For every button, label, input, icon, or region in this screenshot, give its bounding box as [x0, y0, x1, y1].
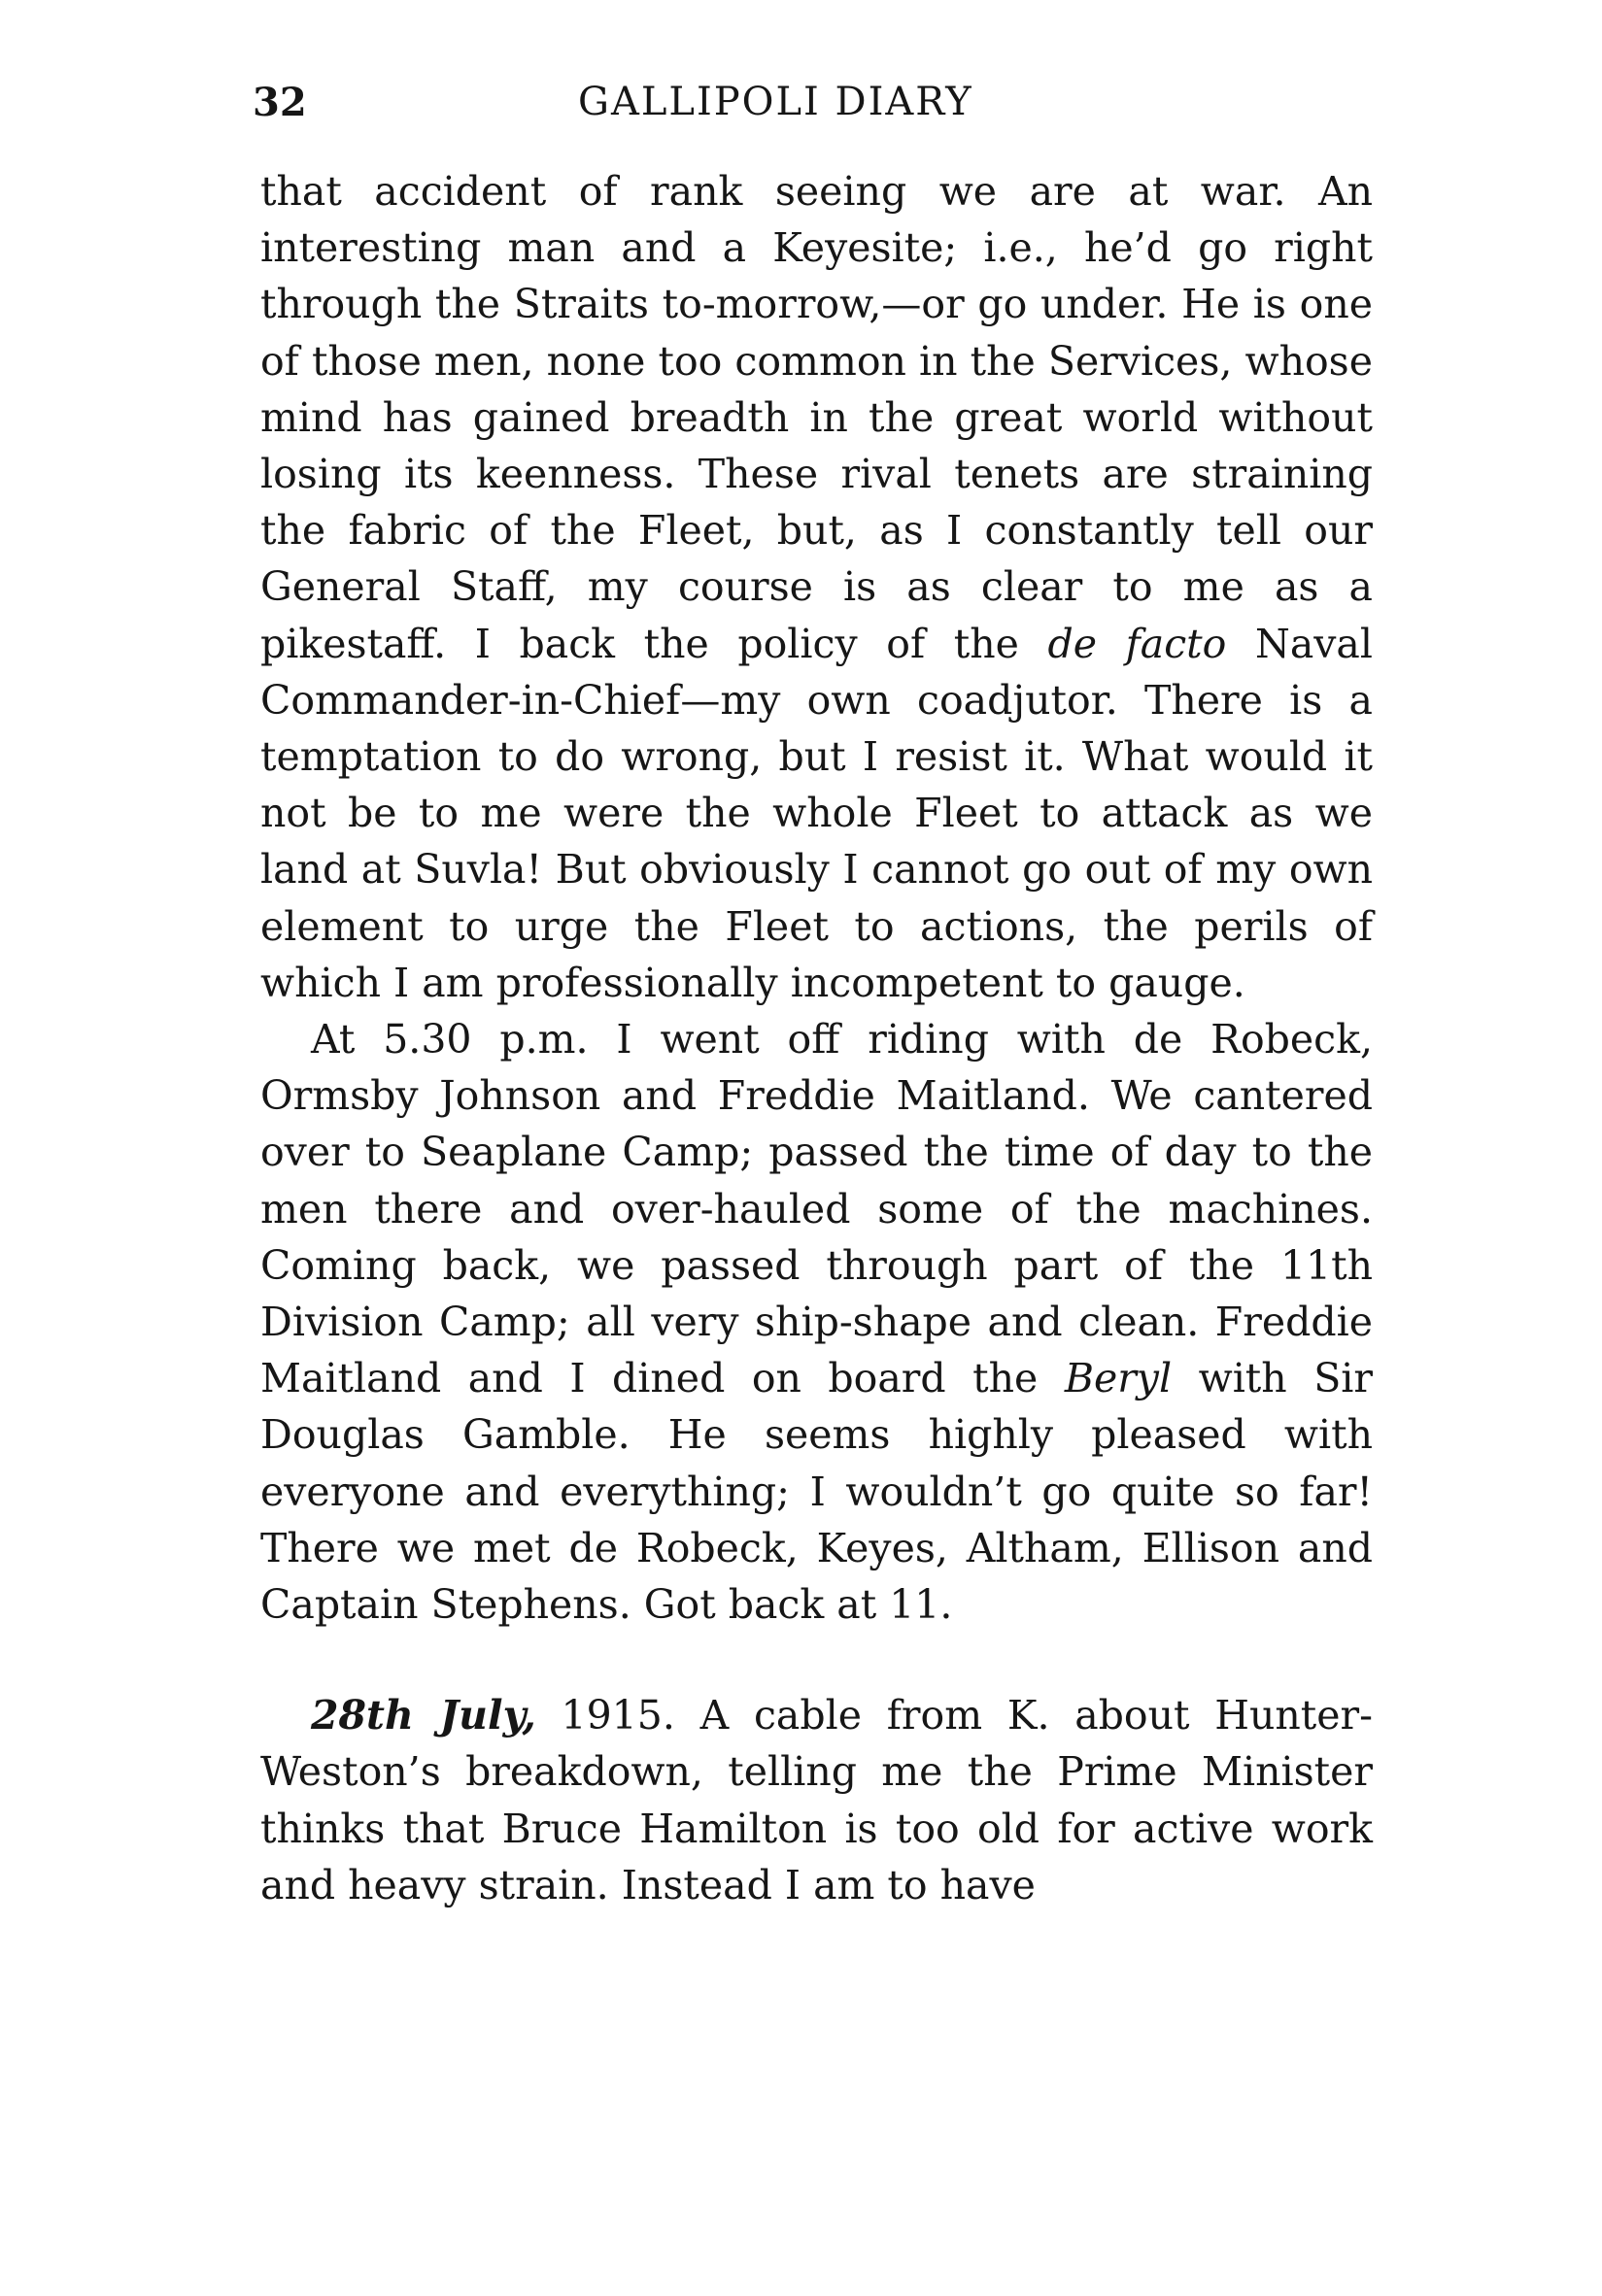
paragraph-text: At 5.30 p.m. I went off riding with de Robeck, Ormsby Johnson and Freddie Maitland. We cantered over to Seaplane Camp; passed the time of day to the men there and over-hauled some of the machines. Coming back, we passed through part of the 11th Division Camp; all very ship-shape and clean. Freddie Maitland and I dined on board the	[260, 1016, 1373, 1402]
italic-phrase: de facto	[1047, 620, 1227, 667]
page-header	[253, 80, 1380, 148]
ship-name: Beryl	[1064, 1355, 1173, 1402]
entry-date: 28th July,	[311, 1692, 536, 1739]
paragraph-evening-ride	[260, 1011, 1373, 1633]
page-number: 32	[253, 80, 307, 125]
paragraph-text: A cable from K. about Hunter-Weston’s breakdown, telling me the Prime Minister thinks that Bruce Hamilton is too old for active work and heavy strain. Instead I am to have	[260, 1692, 1373, 1908]
entry-year: 1915.	[535, 1692, 675, 1739]
body-text	[260, 163, 1373, 1913]
paragraph-text: with Sir Douglas Gamble. He seems highly pleased with everyone and everything; I wouldn’t go quite so far! There we met de Robeck, Keyes, Altham, Ellison and Captain Stephens. Got back at 11.	[260, 1355, 1373, 1629]
paragraph-text: that accident of rank seeing we are at war. An interesting man and a Keyesite; i.e., he’d go right through the Straits to-morrow,—or go under. He is one of those men, none too common in the Services, whose mind has gained breadth in the great world without losing its keenness. These rival tenets are straining the fabric of the Fleet, but, as I constantly tell our General Staff, my course is as clear to me as a pikestaff. I back the policy of the	[260, 168, 1373, 667]
diary-entry-28-july	[260, 1687, 1373, 1913]
running-title: GALLIPOLI DIARY	[578, 80, 973, 124]
paragraph-continuation	[260, 163, 1373, 1011]
paragraph-text: Naval Commander-in-Chief—my own coadjutor. There is a temptation to do wrong, but I resist it. What would it not be to me were the whole Fleet to attack as we land at Suvla! But obviously I cannot go out of my own element to urge the Fleet to actions, the perils of which I am professionally incompetent to gauge.	[260, 620, 1373, 1006]
